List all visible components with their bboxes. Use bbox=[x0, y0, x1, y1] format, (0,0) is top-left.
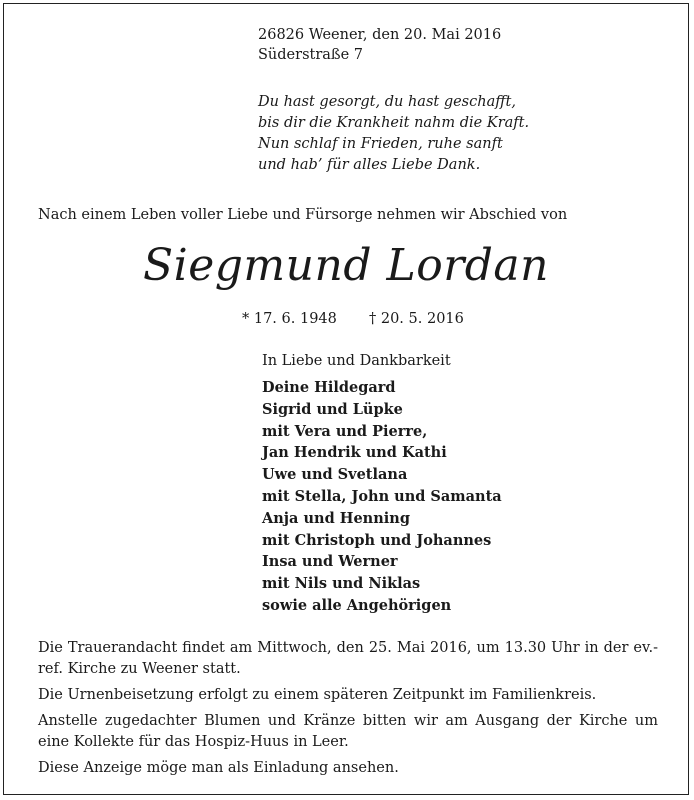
place-date: 26826 Weener, den 20. Mai 2016 bbox=[258, 27, 502, 43]
list-item: Deine Hildegard bbox=[262, 379, 396, 396]
poem-line: bis dir die Krankheit nahm die Kraft. bbox=[258, 115, 530, 131]
poem-line: und hab’ für alles Liebe Dank. bbox=[258, 157, 481, 173]
list-item: Jan Hendrik und Kathi bbox=[262, 444, 447, 462]
street-address: Süderstraße 7 bbox=[258, 47, 364, 63]
notices bbox=[38, 638, 658, 784]
funeral-service-notice: Die Trauerandacht findet am Mittwoch, den 25. Mai 2016, um 13.30 Uhr in der ev.-ref. Kirche zu Weener statt. bbox=[38, 640, 658, 677]
poem-line: Nun schlaf in Frieden, ruhe sanft bbox=[258, 136, 503, 152]
list-item: mit Nils und Niklas bbox=[262, 575, 421, 593]
death-date: † 20. 5. 2016 bbox=[369, 311, 464, 327]
mourners-list bbox=[262, 377, 502, 617]
birth-date: * 17. 6. 1948 bbox=[242, 311, 337, 327]
poem-line: Du hast gesorgt, du hast geschafft, bbox=[258, 94, 516, 110]
list-item: Sigrid und Lüpke bbox=[262, 400, 403, 418]
poem bbox=[258, 92, 529, 176]
list-item: mit Vera und Pierre, bbox=[262, 422, 428, 440]
obituary-frame bbox=[3, 3, 689, 795]
invitation-notice: Diese Anzeige möge man als Einladung ansehen. bbox=[38, 760, 399, 776]
sender-address bbox=[258, 25, 501, 65]
donation-notice: Anstelle zugedachter Blumen und Kränze bitten wir am Ausgang der Kirche um eine Kollekte für das Hospiz-Huus in Leer. bbox=[38, 713, 658, 750]
list-item: Anja und Henning bbox=[262, 509, 410, 527]
farewell-intro: Nach einem Leben voller Liebe und Fürsorge nehmen wir Abschied von bbox=[38, 207, 568, 223]
mourners-intro: In Liebe und Dankbarkeit bbox=[262, 353, 451, 369]
list-item: mit Christoph und Johannes bbox=[262, 531, 492, 549]
urn-burial-notice: Die Urnenbeisetzung erfolgt zu einem späteren Zeitpunkt im Familienkreis. bbox=[38, 687, 597, 703]
deceased-name: Siegmund Lordan bbox=[143, 240, 549, 291]
list-item: Uwe und Svetlana bbox=[262, 466, 408, 484]
list-item: sowie alle Angehörigen bbox=[262, 596, 452, 614]
list-item: mit Stella, John und Samanta bbox=[262, 487, 502, 505]
list-item: Insa und Werner bbox=[262, 553, 398, 571]
